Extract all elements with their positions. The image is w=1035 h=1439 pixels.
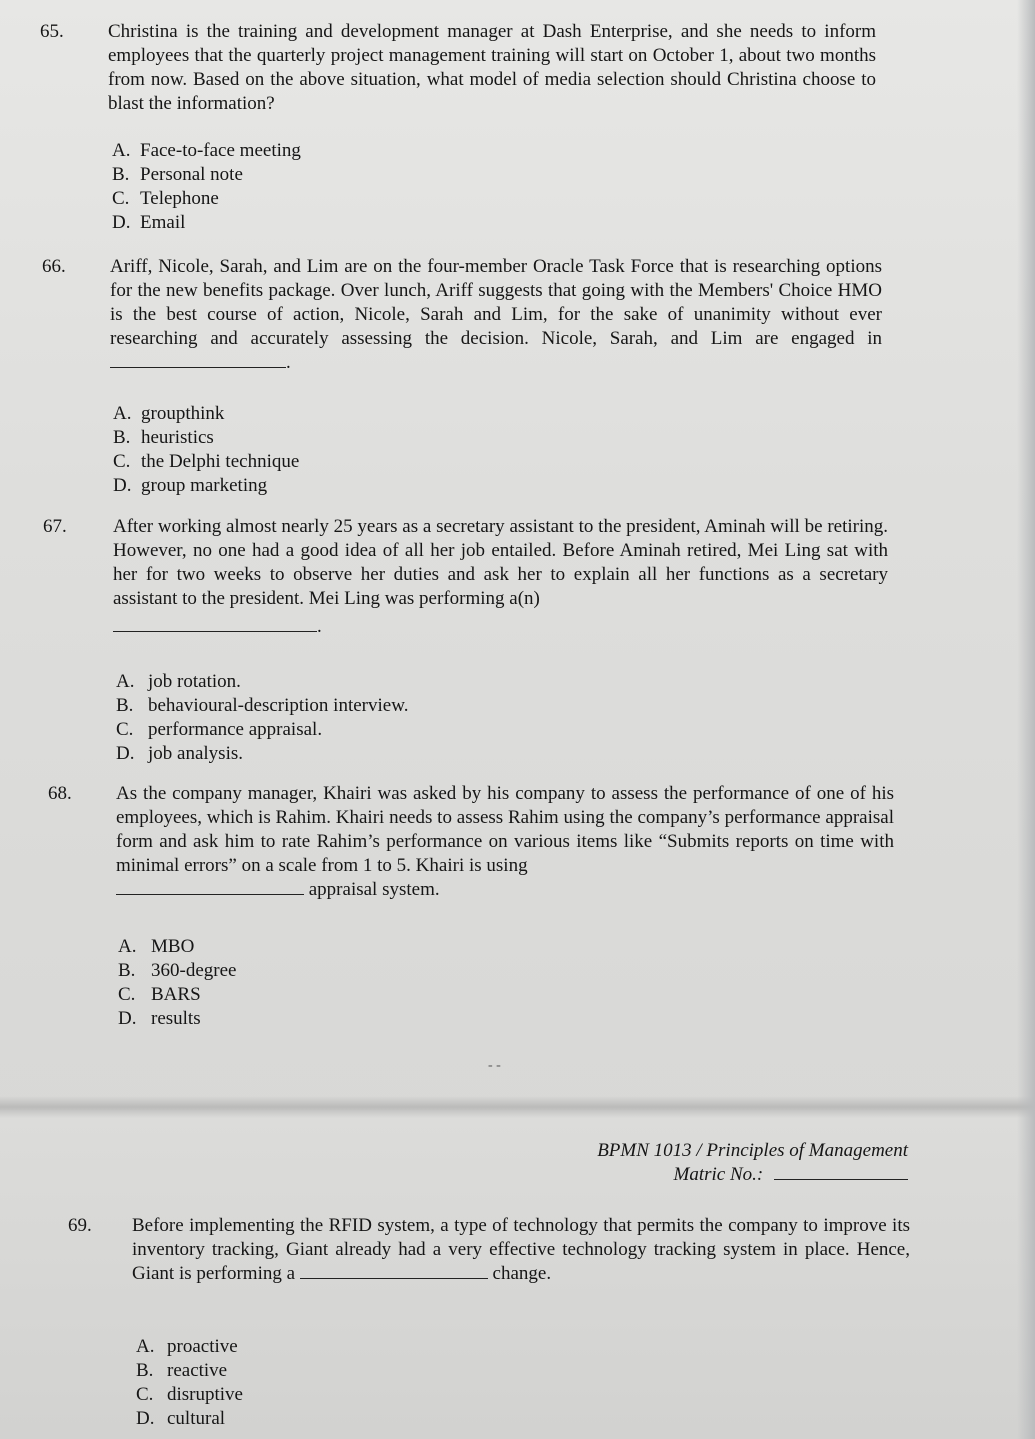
option-c[interactable]: C. Telephone xyxy=(112,188,219,209)
question-67-options xyxy=(116,670,408,766)
question-66 xyxy=(42,255,882,375)
option-c[interactable]: C. disruptive xyxy=(136,1384,243,1405)
question-number: 65. xyxy=(40,21,64,42)
option-a[interactable]: A. proactive xyxy=(136,1336,238,1357)
question-68-options xyxy=(118,935,236,1031)
question-text: Before implementing the RFID system, a type of technology that permits the company to improve its inventory tracking, Giant already had a very effective technology tracking system in place. Hence, Giant is performing a xyxy=(132,1215,910,1284)
option-a[interactable]: A. groupthink xyxy=(113,403,225,424)
question-text: Christina is the training and development manager at Dash Enterprise, and she needs to inform employees that the quarterly project management training will start on October 1, about two months from now. Based on the above situation, what model of media selection should Christina choose to blast the information? xyxy=(108,21,876,114)
question-69 xyxy=(68,1214,910,1286)
question-67-stem xyxy=(43,515,888,611)
answer-blank[interactable] xyxy=(110,353,286,368)
question-text: After working almost nearly 25 years as a secretary assistant to the president, Aminah will be retiring. However, no one had a good idea of all her job entailed. Before Aminah retired, Mei Ling sat with her for two weeks to observe her duties and ask her to explain all her functions as a secretary assistant to the president. Mei Ling was performing a(n) xyxy=(113,516,888,609)
stray-dash-mark: - - xyxy=(488,1058,501,1073)
question-68 xyxy=(48,782,894,902)
option-a[interactable]: A. Face-to-face meeting xyxy=(112,140,301,161)
question-number: 69. xyxy=(68,1215,92,1236)
course-title: BPMN 1013 / Principles of Management xyxy=(597,1140,908,1161)
option-a[interactable]: A. job rotation. xyxy=(116,671,241,692)
option-d[interactable]: D. Email xyxy=(112,212,186,233)
page-fold-shadow xyxy=(0,1096,1035,1118)
option-b[interactable]: B. 360-degree xyxy=(118,960,237,981)
option-d[interactable]: D. cultural xyxy=(136,1408,226,1429)
option-a[interactable]: A. MBO xyxy=(118,936,195,957)
question-65-stem xyxy=(40,20,876,116)
matric-number-field xyxy=(480,1163,908,1187)
option-b[interactable]: B. behavioural-description interview. xyxy=(116,695,409,716)
answer-blank[interactable] xyxy=(116,880,304,895)
question-68-blank-line: appraisal system. xyxy=(82,878,894,902)
option-c[interactable]: C. performance appraisal. xyxy=(116,719,323,740)
question-69-options xyxy=(136,1335,243,1431)
option-b[interactable]: B. reactive xyxy=(136,1360,228,1381)
option-d[interactable]: D. results xyxy=(118,1008,201,1029)
question-66-stem: 66. Ariff, Nicole, Sarah, and Lim are on the four-member Oracle Task Force that is researching options for the new benefits package. Over lunch, Ariff suggests that going with the Members' Choice HMO is the best course of action, Nicole, Sarah and Lim, for the sake of unanimity without ever researching and accurately assessing the decision. Nicole, Sarah, and Lim are engaged in . xyxy=(42,256,882,373)
question-number: 68. xyxy=(48,783,72,804)
option-c[interactable]: C. BARS xyxy=(118,984,201,1005)
option-d[interactable]: D. job analysis. xyxy=(116,743,243,764)
matric-blank[interactable] xyxy=(774,1165,908,1180)
question-65-options xyxy=(112,139,301,235)
option-d[interactable]: D. group marketing xyxy=(113,475,268,496)
option-c[interactable]: C. the Delphi technique xyxy=(113,451,300,472)
question-69-stem: 69. Before implementing the RFID system, a type of technology that permits the company to improve its inventory tracking, Giant already had a very effective technology tracking system in place. Hence, Giant is performing a change. xyxy=(68,1215,910,1284)
page-header xyxy=(480,1139,908,1187)
question-number: 66. xyxy=(42,256,66,277)
matric-label: Matric No.: xyxy=(673,1164,764,1185)
question-text: Ariff, Nicole, Sarah, and Lim are on the four-member Oracle Task Force that is researching options for the new benefits package. Over lunch, Ariff suggests that going with the Members' Choice HMO is the best course of action, Nicole, Sarah and Lim, for the sake of unanimity without ever researching and accurately assessing the decision. Nicole, Sarah, and Lim are engaged in xyxy=(110,256,882,349)
question-66-options xyxy=(113,402,299,498)
question-67-blank-line: . xyxy=(78,615,888,639)
option-b[interactable]: B. Personal note xyxy=(112,164,243,185)
question-65 xyxy=(40,20,876,116)
page-edge-shadow xyxy=(1017,0,1035,1439)
question-number: 67. xyxy=(43,516,67,537)
answer-blank[interactable] xyxy=(113,617,317,632)
answer-blank[interactable] xyxy=(300,1264,488,1279)
question-67 xyxy=(43,515,888,639)
question-text: As the company manager, Khairi was asked by his company to assess the performance of one of his employees, which is Rahim. Khairi needs to assess Rahim using the company’s performance appraisal form and ask him to rate Rahim’s performance on various items like “Submits reports on time with minimal errors” on a scale from 1 to 5. Khairi is using xyxy=(116,783,894,876)
question-68-stem xyxy=(48,782,894,878)
option-b[interactable]: B. heuristics xyxy=(113,427,214,448)
